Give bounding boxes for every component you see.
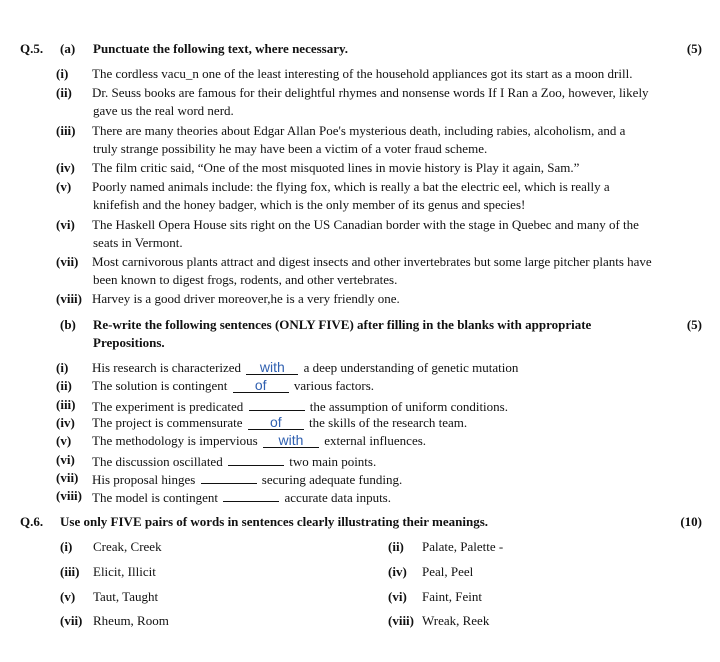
sentence-before: The model is contingent	[92, 490, 219, 505]
item-number: (v)	[56, 179, 72, 194]
q5-part-a-marks: (5)	[686, 41, 702, 56]
item-number: (i)	[56, 360, 69, 375]
pair-text: Taut, Taught	[93, 589, 159, 604]
q6-number: Q.6.	[20, 514, 44, 529]
item-number: (vii)	[56, 470, 79, 485]
item-number: (iv)	[56, 160, 75, 175]
item-number: (ii)	[56, 378, 72, 393]
sentence-before: The discussion oscillated	[92, 454, 223, 469]
sentence-after: the assumption of uniform conditions.	[309, 399, 508, 414]
item-number: (v)	[56, 433, 72, 448]
pair-number: (vii)	[60, 613, 83, 628]
pair-number: (ii)	[388, 539, 404, 554]
blank-field[interactable]: with	[246, 360, 298, 375]
blank-field[interactable]: with	[263, 433, 319, 448]
q6-marks: (10)	[680, 514, 702, 529]
sentence-before: The experiment is predicated	[92, 399, 244, 414]
item-text: The cordless vacu_n one of the least interesting of the household appliances got its start as a moon drill.	[92, 66, 633, 81]
item-sentence	[92, 396, 508, 416]
sentence-before: His proposal hinges	[92, 472, 196, 487]
item-number: (viii)	[56, 488, 82, 503]
sentence-after: two main points.	[289, 454, 377, 469]
sentence-after: securing adequate funding.	[261, 472, 403, 487]
pair-number: (v)	[60, 589, 76, 604]
pair-number: (viii)	[388, 613, 414, 628]
item-sentence	[92, 487, 391, 507]
item-number: (viii)	[56, 291, 82, 306]
item-text: The film critic said, “One of the most misquoted lines in movie history is Play it again, Sam.”	[92, 160, 580, 175]
sentence-before: The methodology is impervious	[92, 433, 258, 448]
item-sentence	[92, 377, 374, 395]
pair-number: (iii)	[60, 564, 80, 579]
item-sentence	[92, 469, 402, 489]
blank-field[interactable]: of	[233, 378, 289, 393]
item-text: Poorly named animals include: the flying fox, which is really a bat the electric eel, which is really a	[92, 179, 610, 194]
item-sentence	[92, 414, 467, 432]
item-text: There are many theories about Edgar Allan Poe's mysterious death, including rabies, alcoholism, and a	[92, 123, 626, 138]
pair-text: Peal, Peel	[422, 564, 474, 579]
item-number: (vi)	[56, 452, 75, 467]
pair-number: (vi)	[388, 589, 407, 604]
pair-text: Elicit, Illicit	[93, 564, 156, 579]
item-text-continued: been known to digest frogs, rodents, and other vertebrates.	[93, 272, 398, 287]
item-text: The Haskell Opera House sits right on the US Canadian border with the stage in Quebec and many of the	[92, 217, 639, 232]
item-sentence	[92, 359, 518, 377]
sentence-before: His research is characterized	[92, 360, 242, 375]
q5-part-a-label: (a)	[60, 41, 76, 56]
item-text-continued: gave us the real word nerd.	[93, 103, 234, 118]
item-text-continued: seats in Vermont.	[93, 235, 183, 250]
item-text: Dr. Seuss books are famous for their delightful rhymes and nonsense words If I Ran a Zoo, however, likely	[92, 85, 649, 100]
item-sentence	[92, 451, 376, 471]
pair-text: Palate, Palette -	[422, 539, 504, 554]
item-text-continued: knifefish and the honey badger, which is the only member of its genus and species!	[93, 197, 526, 212]
sentence-after: accurate data inputs.	[284, 490, 391, 505]
pair-text: Wreak, Reek	[422, 613, 490, 628]
q6-title: Use only FIVE pairs of words in sentences clearly illustrating their meanings.	[60, 514, 489, 529]
item-number: (iii)	[56, 123, 76, 138]
blank-field[interactable]	[223, 487, 279, 502]
blank-field[interactable]	[201, 469, 257, 484]
item-text: Most carnivorous plants attract and digest insects and other invertebrates but some large pitcher plants have	[92, 254, 652, 269]
q5-part-a-title: Punctuate the following text, where necessary.	[93, 41, 349, 56]
pair-number: (i)	[60, 539, 73, 554]
q5-number: Q.5.	[20, 41, 44, 56]
item-number: (vi)	[56, 217, 75, 232]
sentence-after: external influences.	[324, 433, 427, 448]
item-number: (i)	[56, 66, 69, 81]
item-number: (vii)	[56, 254, 79, 269]
q5-part-b-marks: (5)	[686, 317, 702, 332]
q5-part-b-title-cont: Prepositions.	[93, 335, 165, 350]
sentence-before: The project is commensurate	[92, 415, 243, 430]
sentence-after: various factors.	[293, 378, 375, 393]
blank-field[interactable]	[249, 396, 305, 411]
pair-text: Faint, Feint	[422, 589, 482, 604]
item-text-continued: truly strange possibility he may have been a victim of a voter fraud scheme.	[93, 141, 488, 156]
item-number: (iv)	[56, 415, 75, 430]
pair-number: (iv)	[388, 564, 407, 579]
item-number: (ii)	[56, 85, 72, 100]
item-text: Harvey is a good driver moreover,he is a very friendly one.	[92, 291, 400, 306]
pair-text: Rheum, Room	[93, 613, 169, 628]
blank-field[interactable]: of	[248, 415, 304, 430]
item-sentence	[92, 432, 426, 450]
sentence-after: a deep understanding of genetic mutation	[303, 360, 519, 375]
sentence-after: the skills of the research team.	[309, 415, 468, 430]
blank-field[interactable]	[228, 451, 284, 466]
pair-text: Creak, Creek	[93, 539, 162, 554]
q5-part-b-title: Re-write the following sentences (ONLY FIVE) after filling in the blanks with appropriate	[93, 317, 592, 332]
q5-part-b-label: (b)	[60, 317, 76, 332]
sentence-before: The solution is contingent	[92, 378, 228, 393]
item-number: (iii)	[56, 397, 76, 412]
